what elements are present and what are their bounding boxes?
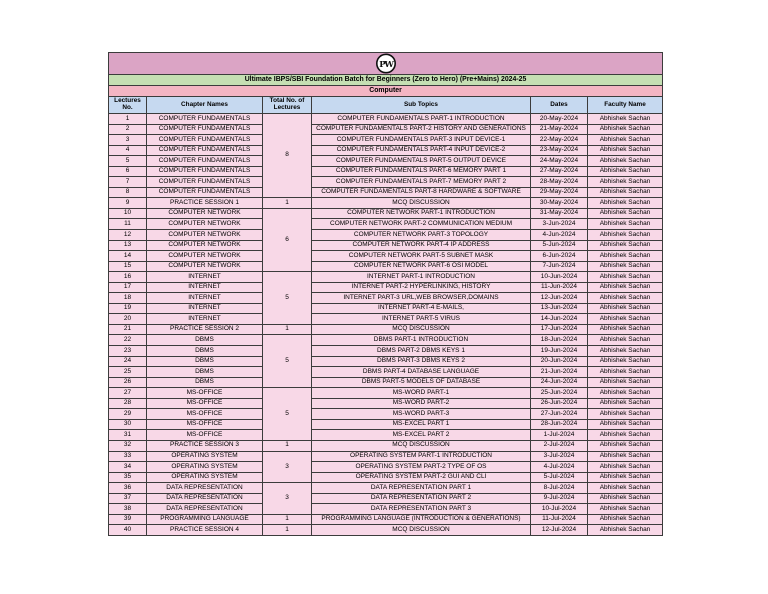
chapter-name-cell: INTERNET — [147, 304, 263, 315]
sub-topic-cell: DATA REPRESENTATION PART 2 — [312, 494, 531, 505]
sub-topic-cell: DBMS PART-2 DBMS KEYS 1 — [312, 346, 531, 357]
sub-topic-cell: MS-WORD PART-3 — [312, 409, 531, 420]
sub-topic-cell: COMPUTER FUNDAMENTALS PART-3 INPUT DEVICE-1 — [312, 135, 531, 146]
faculty-name-cell: Abhishek Sachan — [588, 167, 663, 178]
faculty-name-cell: Abhishek Sachan — [588, 241, 663, 252]
lecture-no-cell: 6 — [109, 167, 147, 178]
faculty-name-cell: Abhishek Sachan — [588, 420, 663, 431]
faculty-name-cell: Abhishek Sachan — [588, 494, 663, 505]
chapter-name-cell: COMPUTER FUNDAMENTALS — [147, 146, 263, 157]
chapter-name-cell: MS-OFFICE — [147, 420, 263, 431]
chapter-name-cell: OPERATING SYSTEM — [147, 452, 263, 463]
date-cell: 3-Jul-2024 — [531, 452, 588, 463]
chapter-name-cell: INTERNET — [147, 314, 263, 325]
lecture-no-cell: 21 — [109, 325, 147, 336]
faculty-name-cell: Abhishek Sachan — [588, 441, 663, 452]
faculty-name-cell: Abhishek Sachan — [588, 378, 663, 389]
lecture-no-cell: 7 — [109, 177, 147, 188]
chapter-name-cell: COMPUTER NETWORK — [147, 262, 263, 273]
date-cell: 25-Jun-2024 — [531, 388, 588, 399]
lecture-no-cell: 4 — [109, 146, 147, 157]
chapter-name-cell: COMPUTER FUNDAMENTALS — [147, 177, 263, 188]
chapter-name-cell: DATA REPRESENTATION — [147, 483, 263, 494]
sub-topic-cell: INTERNET PART-5 VIRUS — [312, 314, 531, 325]
total-lectures-cell: 5 — [263, 388, 312, 441]
header-chapter-names: Chapter Names — [147, 97, 263, 114]
lecture-no-cell: 3 — [109, 135, 147, 146]
lecture-no-cell: 29 — [109, 409, 147, 420]
lecture-no-cell: 14 — [109, 251, 147, 262]
date-cell: 12-Jul-2024 — [531, 525, 588, 536]
chapter-name-cell: MS-OFFICE — [147, 430, 263, 441]
lecture-no-cell: 36 — [109, 483, 147, 494]
faculty-name-cell: Abhishek Sachan — [588, 357, 663, 368]
sub-topic-cell: INTERNET PART-3 URL,WEB BROWSER,DOMAINS — [312, 293, 531, 304]
sub-topic-cell: MS-WORD PART-1 — [312, 388, 531, 399]
date-cell: 29-May-2024 — [531, 188, 588, 199]
lecture-no-cell: 33 — [109, 452, 147, 463]
total-lectures-cell: 1 — [263, 525, 312, 536]
lecture-no-cell: 24 — [109, 357, 147, 368]
date-cell: 5-Jul-2024 — [531, 473, 588, 484]
chapter-name-cell: COMPUTER FUNDAMENTALS — [147, 156, 263, 167]
faculty-name-cell: Abhishek Sachan — [588, 399, 663, 410]
lecture-no-cell: 18 — [109, 293, 147, 304]
date-cell: 12-Jun-2024 — [531, 293, 588, 304]
lecture-no-cell: 23 — [109, 346, 147, 357]
faculty-name-cell: Abhishek Sachan — [588, 314, 663, 325]
faculty-name-cell: Abhishek Sachan — [588, 525, 663, 536]
total-lectures-cell: 1 — [263, 325, 312, 336]
lecture-no-cell: 11 — [109, 219, 147, 230]
faculty-name-cell: Abhishek Sachan — [588, 209, 663, 220]
chapter-name-cell: DATA REPRESENTATION — [147, 494, 263, 505]
lecture-no-cell: 28 — [109, 399, 147, 410]
subject-heading: Computer — [109, 86, 663, 97]
chapter-name-cell: COMPUTER FUNDAMENTALS — [147, 114, 263, 125]
lecture-no-cell: 38 — [109, 504, 147, 515]
chapter-name-cell: COMPUTER FUNDAMENTALS — [147, 167, 263, 178]
sub-topic-cell: COMPUTER NETWORK PART-3 TOPOLOGY — [312, 230, 531, 241]
schedule-table — [108, 52, 663, 536]
faculty-name-cell: Abhishek Sachan — [588, 156, 663, 167]
sub-topic-cell: COMPUTER NETWORK PART-2 COMMUNICATION MEDIUM — [312, 219, 531, 230]
total-lectures-cell: 1 — [263, 515, 312, 526]
chapter-name-cell: COMPUTER NETWORK — [147, 209, 263, 220]
date-cell: 21-Jun-2024 — [531, 367, 588, 378]
chapter-name-cell: DBMS — [147, 367, 263, 378]
date-cell: 2-Jul-2024 — [531, 441, 588, 452]
chapter-name-cell: INTERNET — [147, 283, 263, 294]
chapter-name-cell: INTERNET — [147, 293, 263, 304]
lecture-no-cell: 19 — [109, 304, 147, 315]
date-cell: 19-Jun-2024 — [531, 346, 588, 357]
lecture-no-cell: 37 — [109, 494, 147, 505]
header-sub-topics: Sub Topics — [312, 97, 531, 114]
date-cell: 24-May-2024 — [531, 156, 588, 167]
date-cell: 23-May-2024 — [531, 146, 588, 157]
lecture-no-cell: 8 — [109, 188, 147, 199]
date-cell: 3-Jun-2024 — [531, 219, 588, 230]
sub-topic-cell: OPERATING SYSTEM PART-2 GUI AND CLI — [312, 473, 531, 484]
date-cell: 10-Jun-2024 — [531, 272, 588, 283]
sub-topic-cell: COMPUTER FUNDAMENTALS PART-8 HARDWARE & SOFTWARE — [312, 188, 531, 199]
lecture-no-cell: 1 — [109, 114, 147, 125]
lecture-no-cell: 25 — [109, 367, 147, 378]
faculty-name-cell: Abhishek Sachan — [588, 114, 663, 125]
chapter-name-cell: PRACTICE SESSION 2 — [147, 325, 263, 336]
chapter-name-cell: COMPUTER NETWORK — [147, 241, 263, 252]
sub-topic-cell: DBMS PART-5 MODELS OF DATABASE — [312, 378, 531, 389]
date-cell: 1-Jul-2024 — [531, 430, 588, 441]
lecture-no-cell: 35 — [109, 473, 147, 484]
faculty-name-cell: Abhishek Sachan — [588, 283, 663, 294]
sub-topic-cell: PROGRAMMING LANGUAGE (INTRODUCTION & GENERATIONS) — [312, 515, 531, 526]
sub-topic-cell: MS-EXCEL PART 1 — [312, 420, 531, 431]
sub-topic-cell: COMPUTER NETWORK PART-5 SUBNET MASK — [312, 251, 531, 262]
chapter-name-cell: COMPUTER NETWORK — [147, 230, 263, 241]
lecture-no-cell: 17 — [109, 283, 147, 294]
faculty-name-cell: Abhishek Sachan — [588, 230, 663, 241]
faculty-name-cell: Abhishek Sachan — [588, 188, 663, 199]
date-cell: 31-May-2024 — [531, 209, 588, 220]
date-cell: 30-May-2024 — [531, 198, 588, 209]
total-lectures-cell: 5 — [263, 272, 312, 325]
lecture-no-cell: 22 — [109, 335, 147, 346]
chapter-name-cell: COMPUTER FUNDAMENTALS — [147, 188, 263, 199]
chapter-name-cell: DBMS — [147, 335, 263, 346]
sub-topic-cell: INTERNET PART-4 E-MAILS, — [312, 304, 531, 315]
faculty-name-cell: Abhishek Sachan — [588, 409, 663, 420]
sub-topic-cell: COMPUTER FUNDAMENTALS PART-4 INPUT DEVICE-2 — [312, 146, 531, 157]
chapter-name-cell: PROGRAMMING LANGUAGE — [147, 515, 263, 526]
faculty-name-cell: Abhishek Sachan — [588, 325, 663, 336]
sub-topic-cell: DATA REPRESENTATION PART 1 — [312, 483, 531, 494]
sub-topic-cell: COMPUTER NETWORK PART-1 INTRODUCTION — [312, 209, 531, 220]
date-cell: 21-May-2024 — [531, 125, 588, 136]
total-lectures-cell: 1 — [263, 441, 312, 452]
lecture-no-cell: 12 — [109, 230, 147, 241]
sub-topic-cell: OPERATING SYSTEM PART-1 INTRODUCTION — [312, 452, 531, 463]
sub-topic-cell: DATA REPRESENTATION PART 3 — [312, 504, 531, 515]
date-cell: 5-Jun-2024 — [531, 241, 588, 252]
total-lectures-cell: 3 — [263, 483, 312, 515]
chapter-name-cell: COMPUTER NETWORK — [147, 219, 263, 230]
sub-topic-cell: MCQ DISCUSSION — [312, 441, 531, 452]
chapter-name-cell: MS-OFFICE — [147, 409, 263, 420]
sub-topic-cell: MS-WORD PART-2 — [312, 399, 531, 410]
sub-topic-cell: MCQ DISCUSSION — [312, 198, 531, 209]
lecture-no-cell: 20 — [109, 314, 147, 325]
faculty-name-cell: Abhishek Sachan — [588, 262, 663, 273]
lecture-no-cell: 2 — [109, 125, 147, 136]
faculty-name-cell: Abhishek Sachan — [588, 483, 663, 494]
chapter-name-cell: OPERATING SYSTEM — [147, 462, 263, 473]
header-total-lectures: Total No. of Lectures — [263, 97, 312, 114]
date-cell: 20-May-2024 — [531, 114, 588, 125]
sub-topic-cell: DBMS PART-4 DATABASE LANGUAGE — [312, 367, 531, 378]
date-cell: 28-Jun-2024 — [531, 420, 588, 431]
date-cell: 22-May-2024 — [531, 135, 588, 146]
faculty-name-cell: Abhishek Sachan — [588, 272, 663, 283]
faculty-name-cell: Abhishek Sachan — [588, 146, 663, 157]
total-lectures-cell: 1 — [263, 198, 312, 209]
sub-topic-cell: COMPUTER FUNDAMENTALS PART-1 INTRODUCTION — [312, 114, 531, 125]
date-cell: 27-May-2024 — [531, 167, 588, 178]
sub-topic-cell: COMPUTER FUNDAMENTALS PART-5 OUTPUT DEVICE — [312, 156, 531, 167]
date-cell: 9-Jul-2024 — [531, 494, 588, 505]
sub-topic-cell: COMPUTER FUNDAMENTALS PART-2 HISTORY AND GENERATIONS — [312, 125, 531, 136]
date-cell: 11-Jun-2024 — [531, 283, 588, 294]
sub-topic-cell: MS-EXCEL PART 2 — [312, 430, 531, 441]
chapter-name-cell: COMPUTER NETWORK — [147, 251, 263, 262]
date-cell: 4-Jul-2024 — [531, 462, 588, 473]
lecture-no-cell: 13 — [109, 241, 147, 252]
faculty-name-cell: Abhishek Sachan — [588, 304, 663, 315]
chapter-name-cell: PRACTICE SESSION 3 — [147, 441, 263, 452]
lecture-no-cell: 16 — [109, 272, 147, 283]
faculty-name-cell: Abhishek Sachan — [588, 367, 663, 378]
sub-topic-cell: COMPUTER FUNDAMENTALS PART-6 MEMORY PART 1 — [312, 167, 531, 178]
lecture-no-cell: 34 — [109, 462, 147, 473]
date-cell: 6-Jun-2024 — [531, 251, 588, 262]
logo-banner — [109, 53, 663, 75]
faculty-name-cell: Abhishek Sachan — [588, 473, 663, 484]
date-cell: 28-May-2024 — [531, 177, 588, 188]
date-cell: 27-Jun-2024 — [531, 409, 588, 420]
faculty-name-cell: Abhishek Sachan — [588, 177, 663, 188]
faculty-name-cell: Abhishek Sachan — [588, 135, 663, 146]
total-lectures-cell: 8 — [263, 114, 312, 198]
date-cell: 11-Jul-2024 — [531, 515, 588, 526]
lecture-no-cell: 26 — [109, 378, 147, 389]
faculty-name-cell: Abhishek Sachan — [588, 504, 663, 515]
date-cell: 14-Jun-2024 — [531, 314, 588, 325]
faculty-name-cell: Abhishek Sachan — [588, 346, 663, 357]
header-lecture-no: Lectures No. — [109, 97, 147, 114]
faculty-name-cell: Abhishek Sachan — [588, 515, 663, 526]
faculty-name-cell: Abhishek Sachan — [588, 219, 663, 230]
lecture-no-cell: 32 — [109, 441, 147, 452]
faculty-name-cell: Abhishek Sachan — [588, 462, 663, 473]
date-cell: 26-Jun-2024 — [531, 399, 588, 410]
date-cell: 20-Jun-2024 — [531, 357, 588, 368]
date-cell: 4-Jun-2024 — [531, 230, 588, 241]
chapter-name-cell: PRACTICE SESSION 1 — [147, 198, 263, 209]
chapter-name-cell: DBMS — [147, 378, 263, 389]
total-lectures-cell: 6 — [263, 209, 312, 272]
header-dates: Dates — [531, 97, 588, 114]
date-cell: 13-Jun-2024 — [531, 304, 588, 315]
chapter-name-cell: COMPUTER FUNDAMENTALS — [147, 135, 263, 146]
total-lectures-cell: 5 — [263, 335, 312, 388]
lecture-no-cell: 5 — [109, 156, 147, 167]
lecture-no-cell: 10 — [109, 209, 147, 220]
sub-topic-cell: COMPUTER NETWORK PART-6 OSI MODEL — [312, 262, 531, 273]
faculty-name-cell: Abhishek Sachan — [588, 293, 663, 304]
batch-title: Ultimate IBPS/SBI Foundation Batch for Beginners (Zero to Hero) (Pre+Mains) 2024-25 — [109, 75, 663, 86]
sub-topic-cell: COMPUTER FUNDAMENTALS PART-7 MEMORY PART 2 — [312, 177, 531, 188]
chapter-name-cell: OPERATING SYSTEM — [147, 473, 263, 484]
faculty-name-cell: Abhishek Sachan — [588, 125, 663, 136]
chapter-name-cell: DBMS — [147, 346, 263, 357]
sub-topic-cell: DBMS PART-1 INTRODUCTION — [312, 335, 531, 346]
lecture-no-cell: 39 — [109, 515, 147, 526]
total-lectures-cell: 3 — [263, 452, 312, 484]
faculty-name-cell: Abhishek Sachan — [588, 198, 663, 209]
logo-text: PW — [378, 59, 393, 70]
faculty-name-cell: Abhishek Sachan — [588, 251, 663, 262]
header-faculty-name: Faculty Name — [588, 97, 663, 114]
faculty-name-cell: Abhishek Sachan — [588, 388, 663, 399]
faculty-name-cell: Abhishek Sachan — [588, 430, 663, 441]
chapter-name-cell: DBMS — [147, 357, 263, 368]
lecture-no-cell: 40 — [109, 525, 147, 536]
chapter-name-cell: DATA REPRESENTATION — [147, 504, 263, 515]
date-cell: 10-Jul-2024 — [531, 504, 588, 515]
chapter-name-cell: PRACTICE SESSION 4 — [147, 525, 263, 536]
lecture-no-cell: 31 — [109, 430, 147, 441]
lecture-no-cell: 15 — [109, 262, 147, 273]
date-cell: 7-Jun-2024 — [531, 262, 588, 273]
chapter-name-cell: MS-OFFICE — [147, 399, 263, 410]
sub-topic-cell: OPERATING SYSTEM PART-2 TYPE OF OS — [312, 462, 531, 473]
sub-topic-cell: MCQ DISCUSSION — [312, 325, 531, 336]
lecture-no-cell: 9 — [109, 198, 147, 209]
sub-topic-cell: INTERNET PART-1 INTRODUCTION — [312, 272, 531, 283]
lecture-no-cell: 30 — [109, 420, 147, 431]
faculty-name-cell: Abhishek Sachan — [588, 335, 663, 346]
sub-topic-cell: COMPUTER NETWORK PART-4 IP ADDRESS — [312, 241, 531, 252]
date-cell: 8-Jul-2024 — [531, 483, 588, 494]
sub-topic-cell: MCQ DISCUSSION — [312, 525, 531, 536]
chapter-name-cell: COMPUTER FUNDAMENTALS — [147, 125, 263, 136]
date-cell: 17-Jun-2024 — [531, 325, 588, 336]
sub-topic-cell: DBMS PART-3 DBMS KEYS 2 — [312, 357, 531, 368]
chapter-name-cell: INTERNET — [147, 272, 263, 283]
date-cell: 24-Jun-2024 — [531, 378, 588, 389]
faculty-name-cell: Abhishek Sachan — [588, 452, 663, 463]
chapter-name-cell: MS-OFFICE — [147, 388, 263, 399]
lecture-no-cell: 27 — [109, 388, 147, 399]
pw-logo-icon — [375, 53, 397, 74]
sub-topic-cell: INTERNET PART-2 HYPERLINKING, HISTORY — [312, 283, 531, 294]
date-cell: 18-Jun-2024 — [531, 335, 588, 346]
